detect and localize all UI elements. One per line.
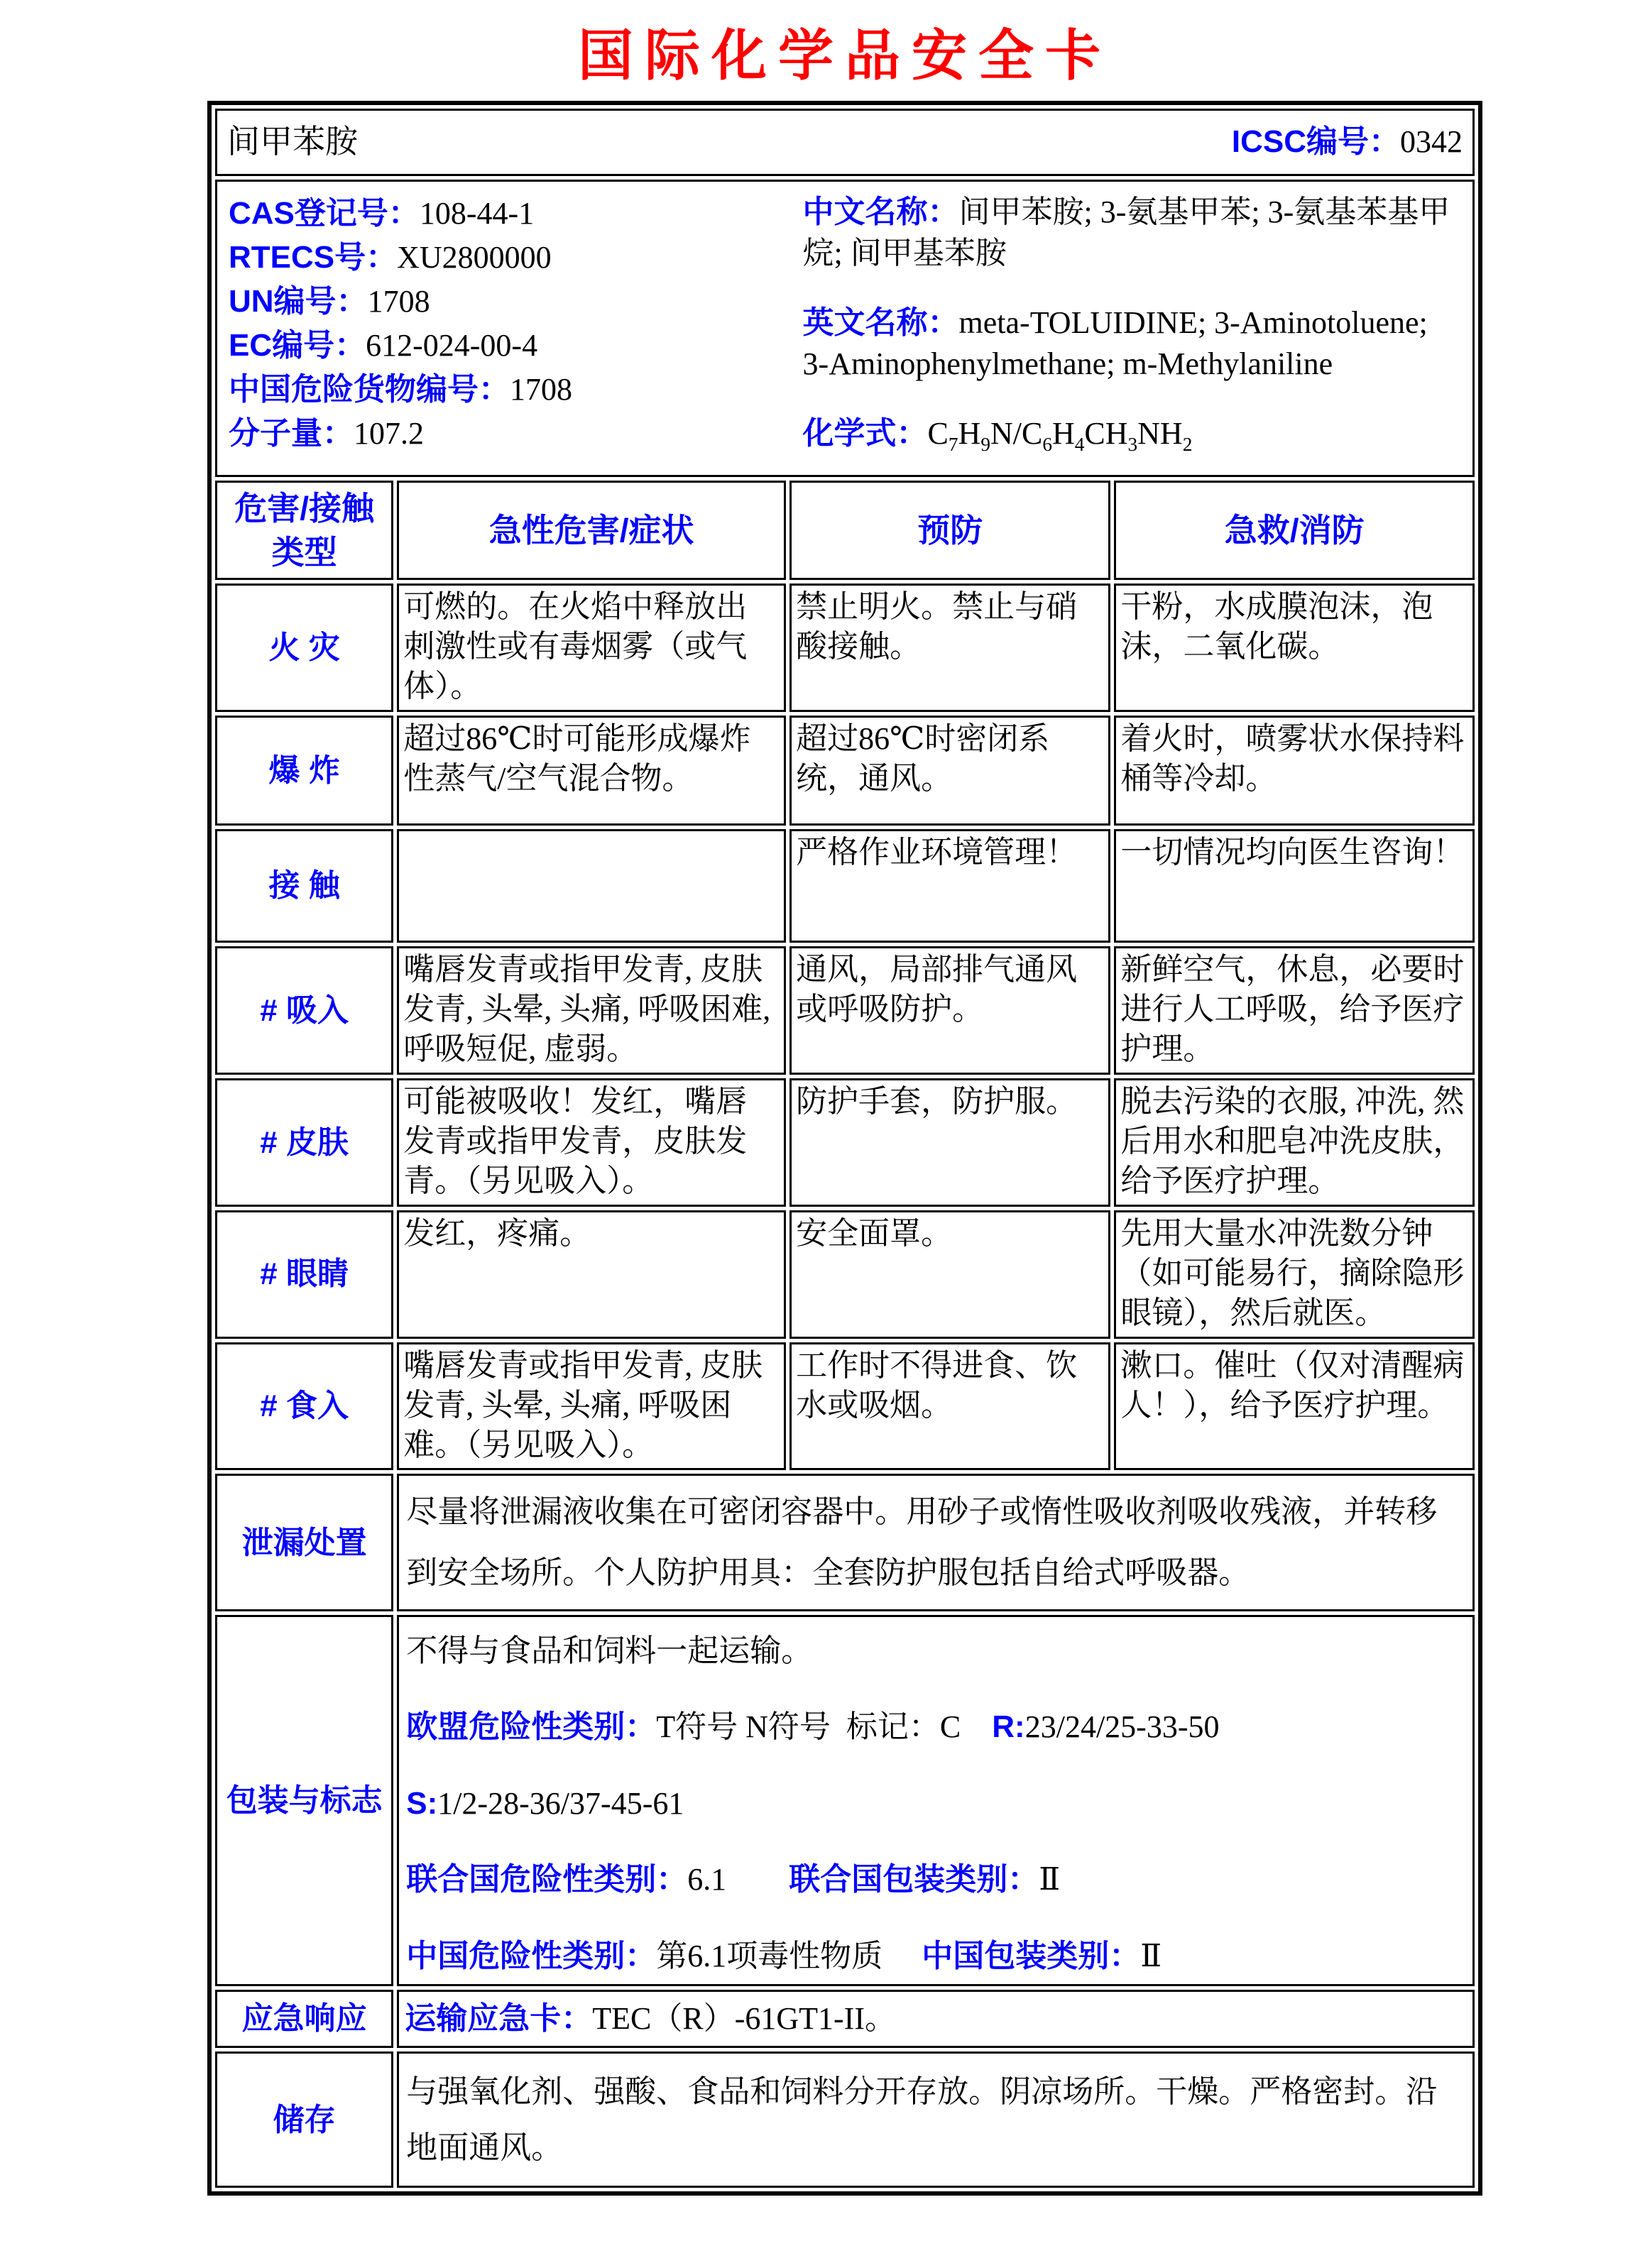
packaging-line-eu-class: 欧盟危险性类别：T符号 N符号 标记：C R:23/24/25-33-50 [406,1709,1220,1745]
header-hazard-type: 危害/接触 类型 [215,481,393,580]
page-title: 国际化学品安全卡 [577,24,1112,87]
packaging-line-s-phrases: S:1/2-28-36/37-45-61 [406,1785,684,1821]
explosion-prevention: 超过86℃时密闭系统，通风。 [789,716,1110,826]
packaging-line-china-class: 中国危险性类别：第6.1项毒性物质 中国包装类别：Ⅱ [406,1938,1162,1973]
exposure-prevention: 严格作业环境管理！ [789,829,1110,943]
eyes-prevention: 安全面罩。 [789,1210,1110,1339]
packaging-line-transport: 不得与食品和饲料一起运输。 [406,1633,813,1669]
table-row-emergency [215,1990,1475,2048]
ingestion-first-aid: 漱口。催吐（仅对清醒病人！），给予医疗护理。 [1114,1342,1475,1471]
table-row-explosion [215,716,1475,826]
row-label-packaging: 包装与标志 [215,1615,393,1986]
inhalation-prevention: 通风，局部排气通风或呼吸防护。 [789,946,1110,1075]
header-symptoms: 急性危害/症状 [397,481,786,580]
fire-prevention: 禁止明火。禁止与硝酸接触。 [789,584,1110,712]
ingestion-prevention: 工作时不得进食、饮水或吸烟。 [789,1342,1110,1471]
identifier-cas: CAS登记号：108-44-1 [229,196,535,231]
fire-symptoms: 可燃的。在火焰中释放出刺激性或有毒烟雾（或气体）。 [397,584,786,712]
table-row-fire [215,584,1475,712]
row-label-skin: # 皮肤 [215,1078,393,1207]
table-row-spill [215,1474,1475,1611]
identifier-rtecs: RTECS号：XU2800000 [229,240,552,275]
names-block [796,192,1461,465]
row-label-explosion: 爆 炸 [215,716,393,826]
table-row-storage [215,2051,1475,2188]
table-row-packaging [215,1615,1475,1986]
substance-info-section [215,180,1475,477]
icsc-number-value: 0342 [1400,124,1463,160]
spill-text: 尽量将泄漏液收集在可密闭容器中。用砂子或惰性吸收剂吸收残液，并转移到安全场所。个人防护用具：全套防护服包括自给式呼吸器。 [397,1474,1475,1611]
chemical-formula: 化学式：$C_7H_9N/C_6H_4CH_3NH_2$ [802,416,1193,455]
table-row-skin [215,1078,1475,1207]
chemical-name-bar [215,109,1475,176]
identifier-china-dg: 中国危险货物编号：1708 [229,372,572,407]
english-names: 英文名称：meta-TOLUIDINE; 3-Aminotoluene; 3-Aminophenylmethane; m-Methylaniline [802,305,1428,381]
eyes-first-aid: 先用大量水冲洗数分钟（如可能易行，摘除隐形眼镜），然后就医。 [1114,1210,1475,1339]
icsc-number [1232,122,1463,162]
eyes-symptoms: 发红，疼痛。 [397,1210,786,1339]
row-label-eyes: # 眼睛 [215,1210,393,1339]
ingestion-symptoms: 嘴唇发青或指甲发青, 皮肤发青, 头晕, 头痛, 呼吸困难。（另见吸入）。 [397,1342,786,1471]
exposure-first-aid: 一切情况均向医生咨询！ [1114,829,1475,943]
row-label-inhalation: # 吸入 [215,946,393,1075]
explosion-symptoms: 超过86℃时可能形成爆炸性蒸气/空气混合物。 [397,716,786,826]
row-label-fire: 火 灾 [215,584,393,712]
row-label-exposure: 接 触 [215,829,393,943]
fire-first-aid: 干粉，水成膜泡沫，泡沫，二氧化碳。 [1114,584,1475,712]
row-label-emergency: 应急响应 [215,1990,393,2048]
header-first-aid: 急救/消防 [1114,481,1475,580]
row-label-ingestion: # 食入 [215,1342,393,1471]
identifier-ec: EC编号：612-024-00-4 [229,328,538,363]
inhalation-first-aid: 新鲜空气，休息，必要时进行人工呼吸，给予医疗护理。 [1114,946,1475,1075]
exposure-symptoms [397,829,786,943]
table-row-inhalation [215,946,1475,1075]
identifier-list [229,192,796,465]
storage-text: 与强氧化剂、强酸、食品和饲料分开存放。阴凉场所。干燥。严格密封。沿地面通风。 [397,2051,1475,2188]
explosion-first-aid: 着火时，喷雾状水保持料桶等冷却。 [1114,716,1475,826]
skin-first-aid: 脱去污染的衣服, 冲洗, 然后用水和肥皂冲洗皮肤，给予医疗护理。 [1114,1078,1475,1207]
hazard-table-header [215,481,1475,580]
chinese-names: 中文名称：间甲苯胺; 3-氨基甲苯; 3-氨基苯基甲烷; 间甲基苯胺 [802,195,1450,270]
table-row-ingestion [215,1342,1475,1471]
identifier-un: UN编号：1708 [229,284,430,319]
header-prevention: 预防 [789,481,1110,580]
skin-symptoms: 可能被吸收！发红，嘴唇发青或指甲发青，皮肤发青。（另见吸入）。 [397,1078,786,1207]
icsc-card [207,101,1482,2196]
row-label-storage: 储存 [215,2051,393,2188]
skin-prevention: 防护手套，防护服。 [789,1078,1110,1207]
packaging-line-un-class: 联合国危险性类别：6.1 联合国包装类别：Ⅱ [406,1862,1061,1897]
emergency-text: 运输应急卡：TEC（R）-61GT1-II。 [397,1990,1475,2048]
chemical-name: 间甲苯胺 [227,124,358,160]
table-row-eyes [215,1210,1475,1339]
icsc-number-label: ICSC编号： [1231,124,1400,160]
inhalation-symptoms: 嘴唇发青或指甲发青, 皮肤发青, 头晕, 头痛, 呼吸困难, 呼吸短促, 虚弱。 [397,946,786,1075]
packaging-content [397,1615,1475,1986]
table-row-exposure [215,829,1475,943]
identifier-mol-weight: 分子量：107.2 [229,416,424,451]
row-label-spill: 泄漏处置 [215,1474,393,1611]
